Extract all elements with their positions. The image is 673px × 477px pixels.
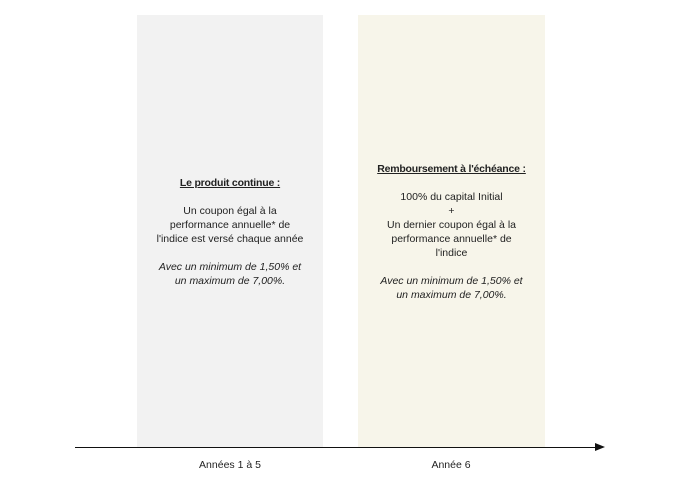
panel-text-line: l'indice est versé chaque année [156, 233, 304, 245]
panel-text-line: performance annuelle* de [169, 219, 291, 231]
period-year-6-content [368, 162, 535, 302]
period-years-1-5-content [149, 176, 311, 288]
panel-text-line: l'indice [435, 247, 468, 259]
panel-note-line: un maximum de 7,00%. [396, 289, 507, 301]
panel-note-line: Avec un minimum de 1,50% et [380, 275, 523, 287]
axis-label-year-6: Année 6 [431, 459, 471, 471]
period-years-1-5-panel [137, 15, 323, 447]
panel-text-line: Un dernier coupon égal à la [386, 219, 516, 231]
axis-label-years-1-5: Années 1 à 5 [199, 459, 261, 471]
panel-text-line: 100% du capital Initial [400, 191, 503, 203]
panel-note-line: un maximum de 7,00%. [174, 275, 286, 287]
timeline-arrow-icon [595, 443, 605, 451]
period-year-6-panel [358, 15, 545, 447]
panel-heading: Le produit continue : [179, 177, 281, 189]
panel-heading: Remboursement à l'échéance : [377, 163, 526, 175]
panel-note-line: Avec un minimum de 1,50% et [158, 261, 302, 273]
panel-text-line: performance annuelle* de [391, 233, 512, 245]
panel-text-line: Un coupon égal à la [183, 205, 277, 217]
panel-text-line: + [448, 205, 455, 217]
timeline-axis [75, 447, 595, 448]
